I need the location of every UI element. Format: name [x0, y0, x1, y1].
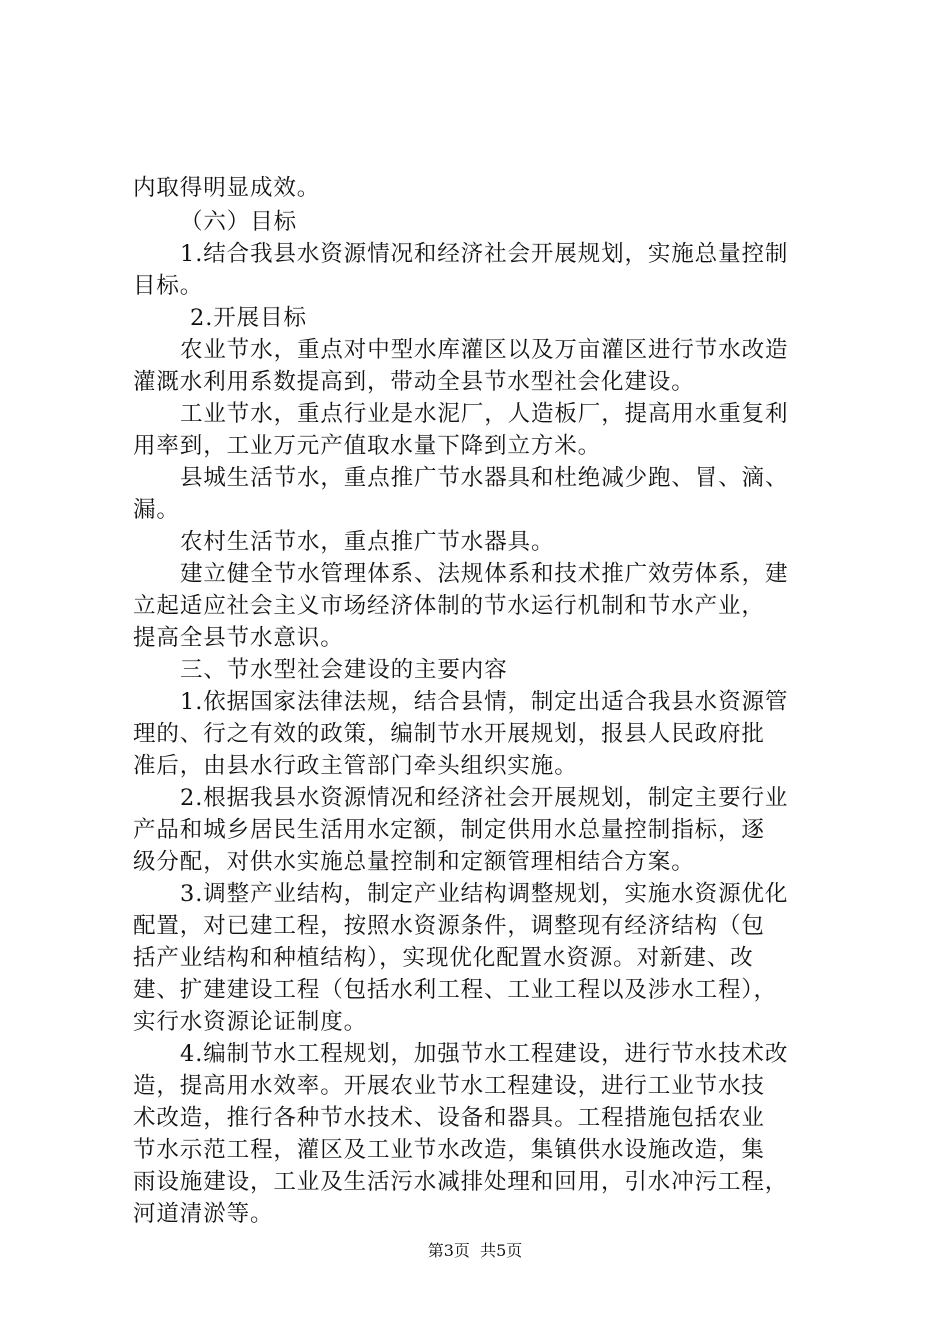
text-line: 县城生活节水，重点推广节水器具和杜绝减少跑、冒、滴、: [180, 465, 789, 491]
text-line: 括产业结构和种植结构），实现优化配置水资源。对新建、改: [133, 945, 754, 971]
text-line: 1.依据国家法律法规，结合县情，制定出适合我县水资源管: [180, 689, 789, 715]
text-line: 4.编制节水工程规划，加强节水工程建设，进行节水技术改: [180, 1041, 789, 1067]
text-line: 河道清淤等。: [133, 1201, 274, 1227]
text-line: 术改造，推行各种节水技术、设备和器具。工程措施包括农业: [133, 1105, 765, 1131]
text-line: 节水示范工程，灌区及工业节水改造，集镇供水设施改造，集: [133, 1137, 765, 1163]
text-line: 用率到，工业万元产值取水量下降到立方米。: [133, 433, 602, 459]
section-heading: （六）目标: [180, 209, 298, 235]
text-line: 农业节水，重点对中型水库灌区以及万亩灌区进行节水改造: [180, 337, 789, 363]
text-line: 内取得明显成效。: [133, 175, 321, 201]
text-line: 工业节水，重点行业是水泥厂，人造板厂，提高用水重复利: [180, 401, 789, 427]
text-line: 2.根据我县水资源情况和经济社会开展规划，制定主要行业: [180, 785, 789, 811]
text-line: 配置，对已建工程，按照水资源条件，调整现有经济结构（包: [133, 913, 765, 939]
text-line: 农村生活节水，重点推广节水器具。: [180, 529, 555, 555]
text-line: 雨设施建设，工业及生活污水减排处理和回用，引水冲污工程，: [133, 1169, 789, 1195]
text-line: 漏。: [133, 497, 180, 523]
text-line: 建立健全节水管理体系、法规体系和技术推广效劳体系，建: [180, 561, 789, 587]
section-heading: 2.开展目标: [190, 305, 307, 331]
text-line: 1.结合我县水资源情况和经济社会开展规划，实施总量控制: [180, 241, 789, 267]
text-line: 目标。: [133, 273, 204, 299]
text-line: 建、扩建建设工程（包括水利工程、工业工程以及涉水工程），: [133, 977, 777, 1003]
text-line: 产品和城乡居民生活用水定额，制定供用水总量控制指标，逐: [133, 817, 765, 843]
text-line: 理的、行之有效的政策，编制节水开展规划，报县人民政府批: [133, 721, 765, 747]
text-line: 准后，由县水行政主管部门牵头组织实施。: [133, 753, 578, 779]
text-line: 3.调整产业结构，制定产业结构调整规划，实施水资源优化: [180, 881, 789, 907]
text-line: 实行水资源论证制度。: [133, 1009, 368, 1035]
page-number-footer: 第3页 共5页: [427, 1241, 523, 1260]
text-line: 立起适应社会主义市场经济体制的节水运行机制和节水产业，: [133, 593, 765, 619]
text-line: 级分配，对供水实施总量控制和定额管理相结合方案。: [133, 849, 695, 875]
text-line: 提高全县节水意识。: [133, 625, 344, 651]
section-heading: 三、节水型社会建设的主要内容: [180, 657, 508, 683]
text-line: 灌溉水利用系数提高到，带动全县节水型社会化建设。: [133, 369, 695, 395]
text-line: 造，提高用水效率。开展农业节水工程建设，进行工业节水技: [133, 1073, 765, 1099]
